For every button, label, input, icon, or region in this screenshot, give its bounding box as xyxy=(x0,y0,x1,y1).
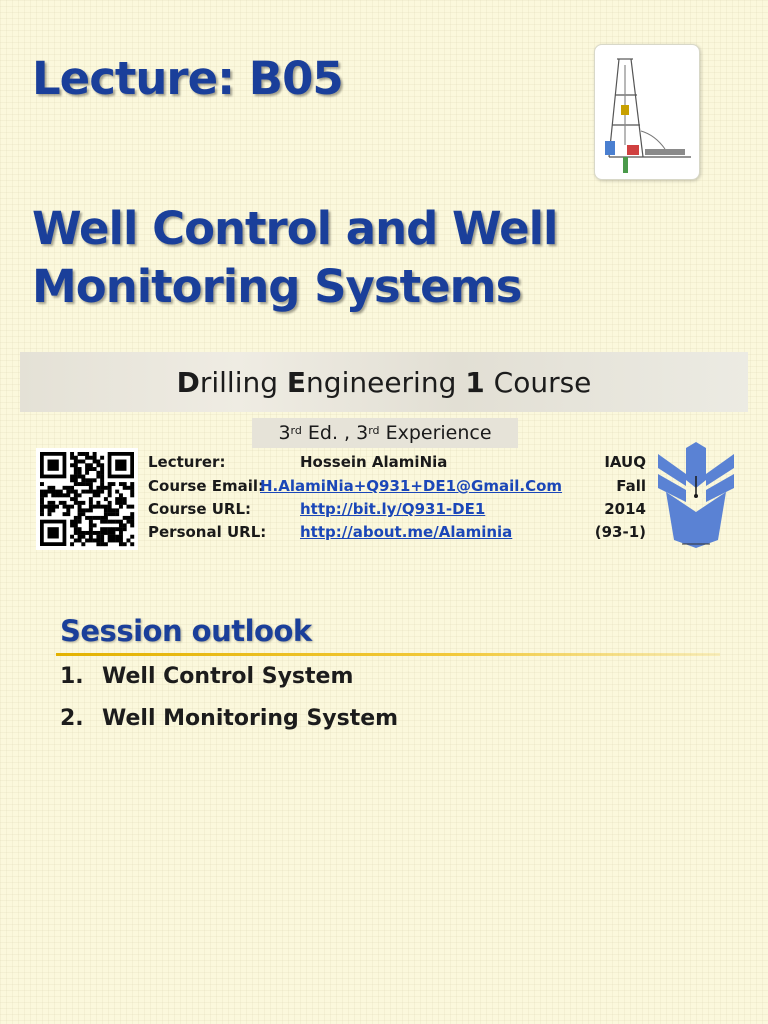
edition-experience: Experience xyxy=(379,422,492,444)
heading-divider xyxy=(56,653,720,656)
edition-ed: Ed. , xyxy=(301,422,357,444)
course-word-course: Course xyxy=(484,365,592,399)
slide-title-line-2: Monitoring Systems xyxy=(32,260,522,313)
slide-title-line-1: Well Control and Well xyxy=(32,202,558,255)
outline-item-number: 2. xyxy=(60,706,84,731)
edition-label xyxy=(252,418,518,448)
outline-item xyxy=(60,664,353,689)
outline-item xyxy=(60,706,398,731)
course-initial-e: E xyxy=(286,365,307,399)
slide-title xyxy=(32,200,632,316)
info-label: Course Email: xyxy=(148,477,264,495)
outline-item-number: 1. xyxy=(60,664,84,689)
course-banner xyxy=(20,352,748,412)
edition-sup-2: rd xyxy=(368,423,380,437)
course-initial-d: D xyxy=(176,365,200,399)
qr-code xyxy=(36,448,138,550)
term-code-label: (93-1) xyxy=(594,523,646,541)
info-label: Course URL: xyxy=(148,500,252,518)
lecture-title: Lecture: B05 xyxy=(32,52,343,105)
outline-item-text: Well Control System xyxy=(102,664,354,689)
course-email-link[interactable]: H.AlamiNia+Q931+DE1@Gmail.Com xyxy=(260,477,563,495)
institution-label: IAUQ xyxy=(604,453,646,471)
edition-num-1: 3 xyxy=(278,422,291,444)
info-label: Lecturer: xyxy=(148,453,226,471)
info-label: Personal URL: xyxy=(148,523,267,541)
university-logo xyxy=(656,440,736,552)
edition-sup-1: rd xyxy=(290,423,302,437)
personal-url-link[interactable]: http://about.me/Alaminia xyxy=(300,523,513,541)
edition-num-2: 3 xyxy=(356,422,369,444)
lecturer-name: Hossein AlamiNia xyxy=(300,453,448,471)
course-number: 1 xyxy=(465,365,485,399)
session-outlook-heading: Session outlook xyxy=(60,614,312,648)
year-label: 2014 xyxy=(604,500,646,518)
outline-item-text: Well Monitoring System xyxy=(102,706,399,731)
semester-label: Fall xyxy=(616,477,646,495)
course-word-ngineering: ngineering xyxy=(306,365,466,399)
drilling-rig-image xyxy=(594,44,700,180)
course-url-link[interactable]: http://bit.ly/Q931-DE1 xyxy=(300,500,486,518)
course-word-rilling: rilling xyxy=(199,365,287,399)
